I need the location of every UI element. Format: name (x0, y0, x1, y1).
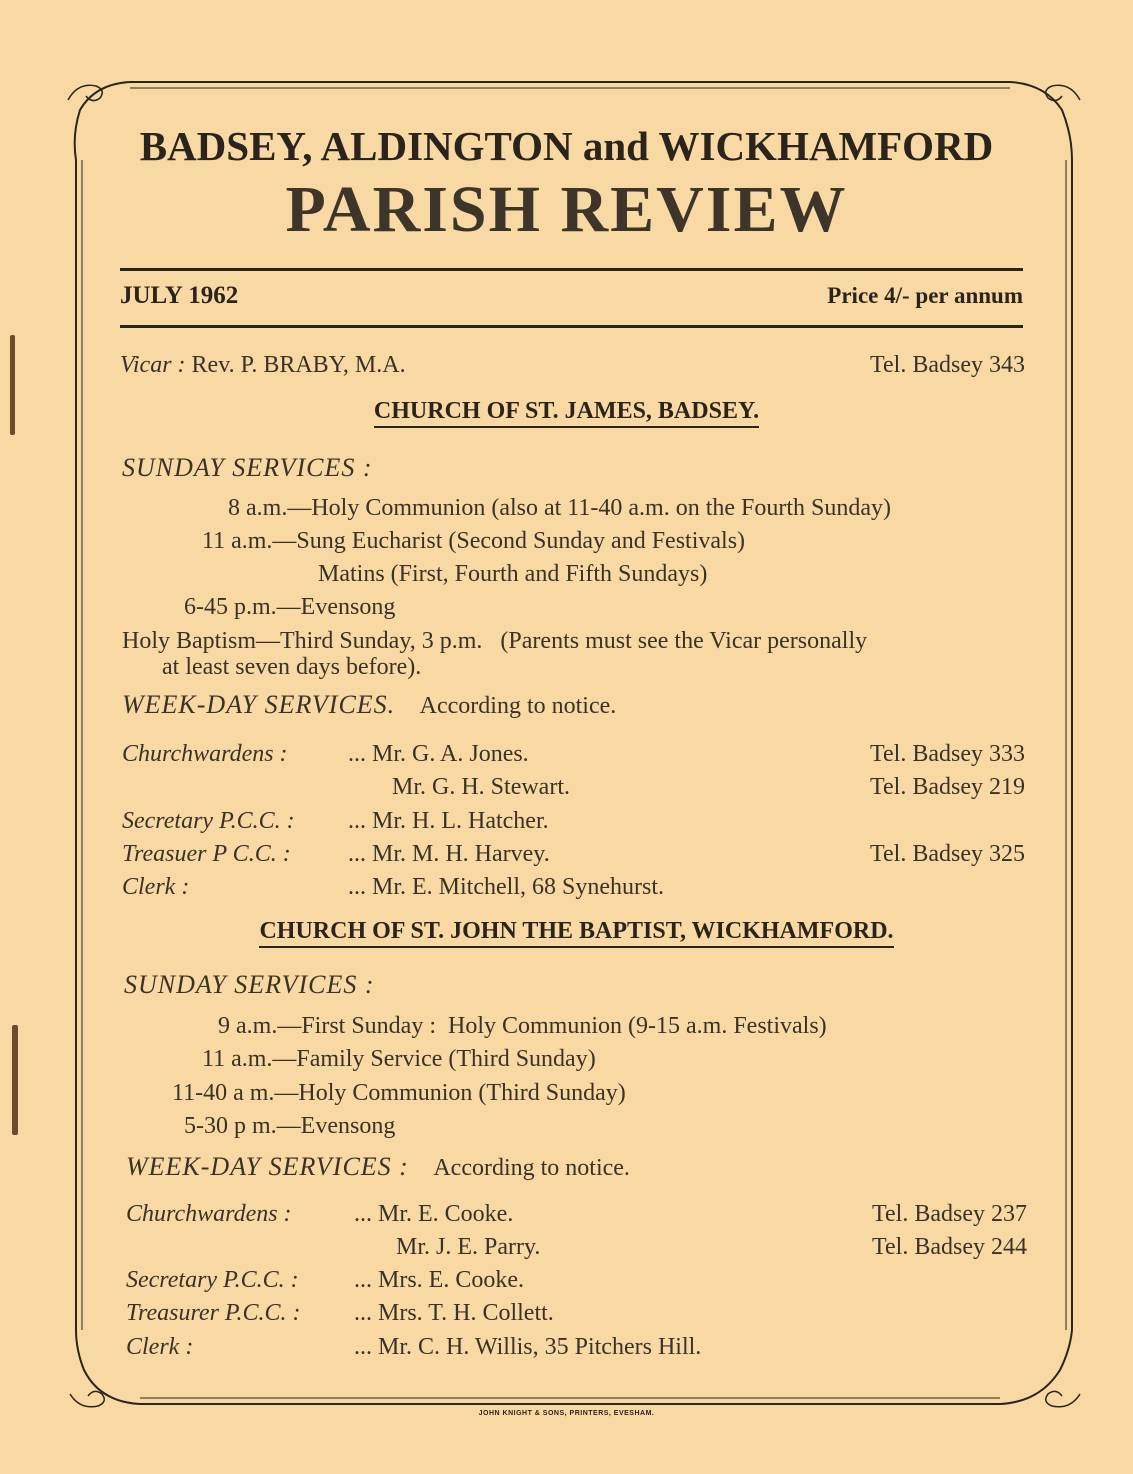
price: Price 4/- per annum (827, 283, 1023, 308)
wickhamford-weekday-text: According to notice. (433, 1155, 630, 1181)
badsey-baptism-line2: at least seven days before). (162, 654, 422, 680)
badsey-weekday-line (122, 690, 616, 720)
badsey-officer-tel: Tel. Badsey 325 (870, 841, 1025, 867)
wickhamford-sunday-label: SUNDAY SERVICES : (124, 970, 375, 999)
badsey-officer-name: ... Mr. G. A. Jones. (348, 741, 529, 767)
wickhamford-service-4: 5-30 p m.—Evensong (184, 1113, 396, 1139)
wickhamford-weekday-line (126, 1152, 630, 1182)
printer-imprint: JOHN KNIGHT & SONS, PRINTERS, EVESHAM. (478, 1410, 655, 1417)
badsey-officer-name: ... Mr. M. H. Harvey. (348, 841, 550, 867)
badsey-service-4: 6-45 p.m.—Evensong (184, 594, 396, 620)
wickhamford-officer-tel: Tel. Badsey 244 (872, 1234, 1027, 1260)
wickhamford-officer-tel: Tel. Badsey 237 (872, 1201, 1027, 1227)
vicar-name: Rev. P. BRABY, M.A. (191, 352, 406, 378)
masthead-line: BADSEY, ALDINGTON and WICKHAMFORD (139, 123, 994, 169)
wickhamford-officer-role: Churchwardens : (126, 1201, 292, 1227)
badsey-service-2: 11 a.m.—Sung Eucharist (Second Sunday and Festivals) (202, 528, 746, 554)
badsey-service-3: Matins (First, Fourth and Fifth Sundays) (318, 561, 708, 587)
header-rule-bottom (120, 325, 1023, 328)
wickhamford-weekday-label: WEEK-DAY SERVICES : (126, 1152, 409, 1181)
wickhamford-officer-role: Clerk : (126, 1334, 194, 1360)
issue-date: JULY 1962 (120, 282, 239, 309)
badsey-officer-name: ... Mr. H. L. Hatcher. (348, 808, 549, 834)
header-rule-top (120, 268, 1023, 271)
badsey-officer-name: Mr. G. H. Stewart. (392, 774, 570, 800)
wickhamford-officer-name: ... Mrs. E. Cooke. (354, 1267, 524, 1293)
badsey-service-1: 8 a.m.—Holy Communion (also at 11-40 a.m. on the Fourth Sunday) (228, 495, 892, 521)
wickhamford-service-3: 11-40 a m.—Holy Communion (Third Sunday) (172, 1080, 626, 1106)
wickhamford-officer-name: ... Mr. E. Cooke. (354, 1201, 514, 1227)
badsey-weekday-text: According to notice. (419, 693, 617, 719)
badsey-weekday-label: WEEK-DAY SERVICES. (122, 690, 396, 719)
vicar-tel: Tel. Badsey 343 (870, 352, 1025, 378)
binding-stain (12, 1025, 18, 1135)
badsey-sunday-label: SUNDAY SERVICES : (122, 453, 373, 482)
badsey-officer-role: Treasuer P C.C. : (122, 841, 291, 867)
vicar-line (120, 352, 406, 379)
badsey-heading: CHURCH OF ST. JAMES, BADSEY. (374, 398, 759, 428)
vicar-label: Vicar : (120, 352, 186, 378)
wickhamford-service-1: 9 a.m.—First Sunday : Holy Communion (9-15 a.m. Festivals) (218, 1013, 827, 1039)
badsey-officer-role: Clerk : (122, 874, 190, 900)
wickhamford-heading-wrap (0, 918, 1133, 945)
wickhamford-officer-role: Secretary P.C.C. : (126, 1267, 299, 1293)
badsey-heading-wrap (0, 398, 1133, 425)
badsey-officer-tel: Tel. Badsey 219 (870, 774, 1025, 800)
wickhamford-officer-name: Mr. J. E. Parry. (396, 1234, 541, 1260)
wickhamford-officer-name: ... Mr. C. H. Willis, 35 Pitchers Hill. (354, 1334, 702, 1360)
badsey-baptism-line1: Holy Baptism—Third Sunday, 3 p.m. (Parents must see the Vicar personally (122, 628, 868, 654)
wickhamford-service-2: 11 a.m.—Family Service (Third Sunday) (202, 1046, 596, 1072)
badsey-officer-tel: Tel. Badsey 333 (870, 741, 1025, 767)
badsey-officer-name: ... Mr. E. Mitchell, 68 Synehurst. (348, 874, 664, 900)
wickhamford-officer-role: Treasurer P.C.C. : (126, 1300, 301, 1326)
page-title: PARISH REVIEW (285, 173, 848, 246)
wickhamford-heading: CHURCH OF ST. JOHN THE BAPTIST, WICKHAMFORD. (259, 918, 893, 948)
badsey-officer-role: Secretary P.C.C. : (122, 808, 295, 834)
badsey-officer-role: Churchwardens : (122, 741, 288, 767)
wickhamford-officer-name: ... Mrs. T. H. Collett. (354, 1300, 554, 1326)
